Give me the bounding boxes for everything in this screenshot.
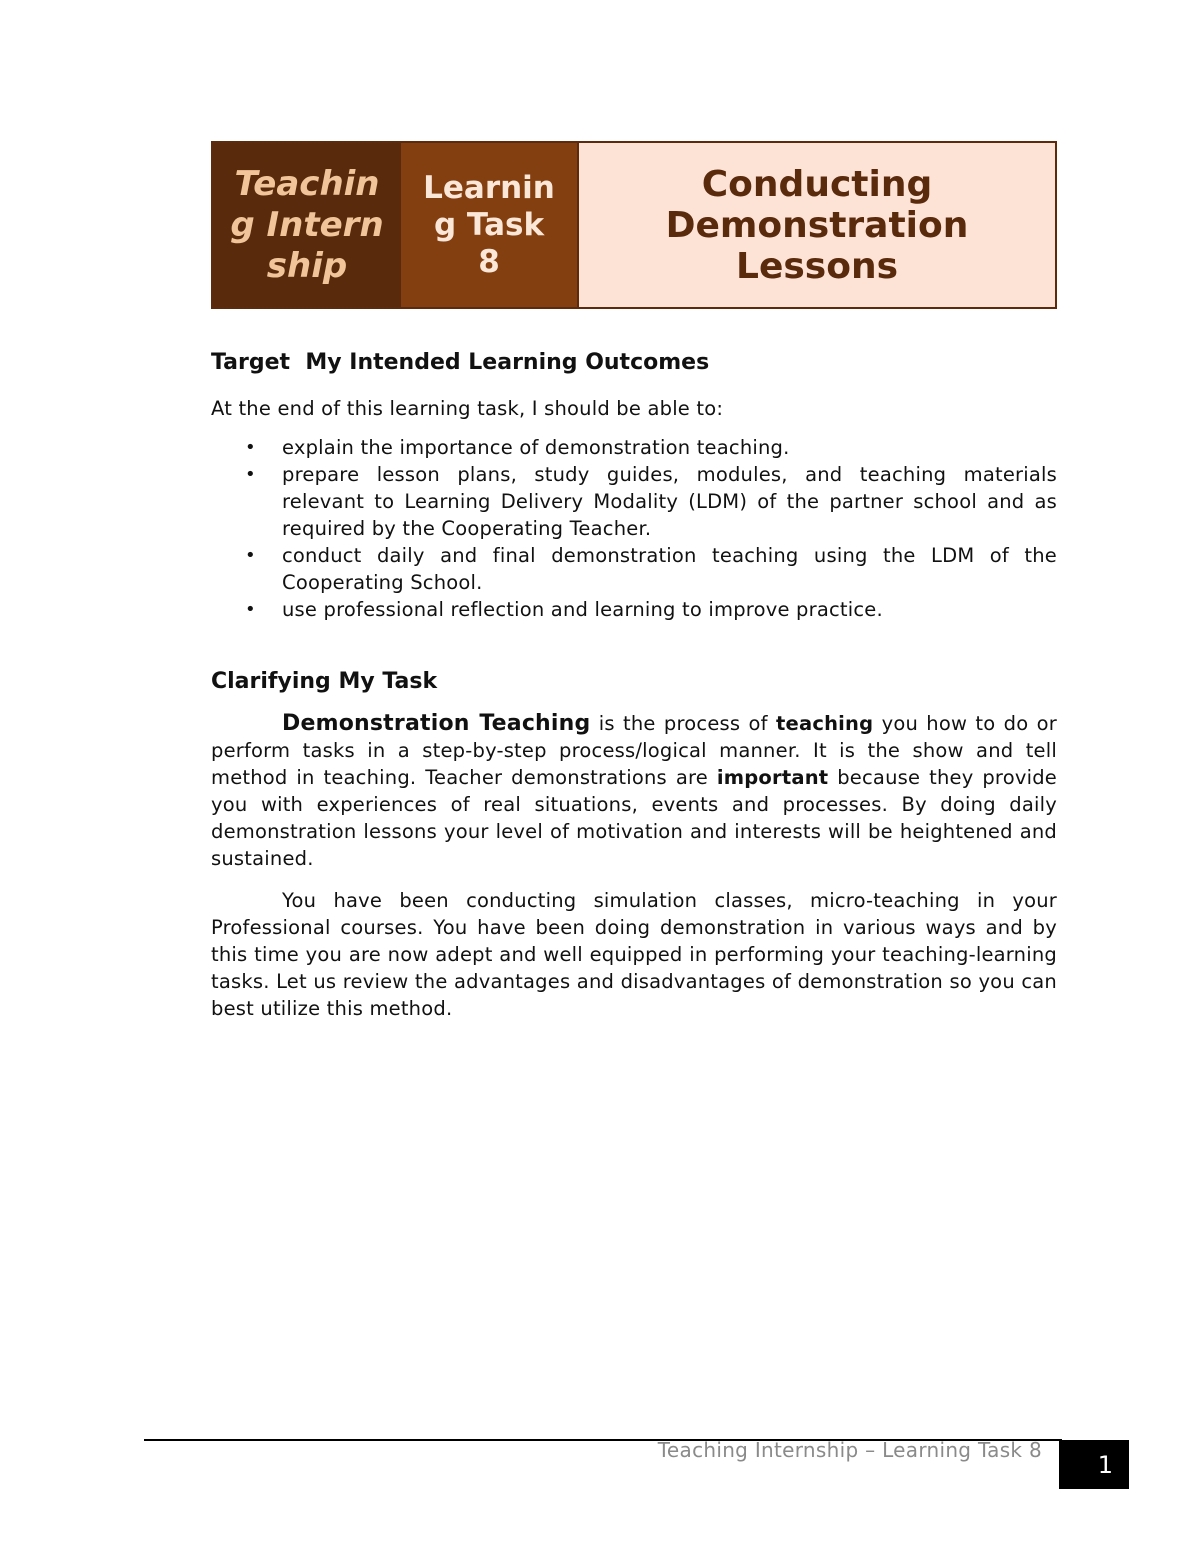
page-title: Conducting Demonstration Lessons	[665, 163, 969, 287]
bullet-icon: •	[245, 464, 256, 485]
paragraph-demonstration-teaching: Demonstration Teaching is the process of teaching you how to do or perform tasks in a step-by-step process/logical manner. It is the show and tell method in teaching. Teacher demonstrations are important because they provide you with experiences of real situations, events and processes. By doing daily demonstration lessons your level of motivation and interests will be heightened and sustained.	[211, 711, 1058, 870]
bullet-icon: •	[245, 545, 256, 566]
title-cell	[577, 143, 1055, 307]
page-number: 1	[1059, 1440, 1129, 1489]
list-item: • prepare lesson plans, study guides, modules, and teaching materials relevant to Learning Delivery Modality (LDM) of the partner school and as required by the Cooperating Teacher.	[245, 463, 1057, 540]
term-demonstration-teaching: Demonstration Teaching	[282, 711, 591, 736]
outcomes-intro: At the end of this learning task, I should be able to:	[211, 397, 724, 420]
list-item: • explain the importance of demonstration teaching.	[245, 436, 790, 459]
list-item: • conduct daily and final demonstration teaching using the LDM of the Cooperating School.	[245, 544, 1057, 594]
document-body	[211, 350, 1057, 1022]
term-teaching: teaching	[776, 712, 874, 735]
clarify-heading: Clarifying My Task	[211, 669, 438, 694]
footer-running-title: Teaching Internship – Learning Task 8	[657, 1438, 1042, 1462]
internship-label: Teaching Internship	[230, 163, 384, 286]
internship-cell	[213, 143, 401, 307]
header-banner	[211, 141, 1057, 309]
term-important: important	[716, 766, 829, 789]
outcomes-list	[211, 434, 1057, 623]
task-label: Learning Task 8	[423, 169, 555, 280]
bullet-icon: •	[245, 599, 256, 620]
task-cell	[401, 143, 577, 307]
outcomes-heading: Target My Intended Learning Outcomes	[211, 350, 710, 375]
bullet-icon: •	[245, 437, 256, 458]
list-item: • use professional reflection and learning to improve practice.	[245, 598, 883, 621]
paragraph-simulation: You have been conducting simulation classes, micro-teaching in your Professional courses. You have been doing demonstration in various ways and by this time you are now adept and well equipped in performing your teaching-learning tasks. Let us review the advantages and disadvantages of demonstration so you can best utilize this method.	[211, 889, 1057, 1020]
